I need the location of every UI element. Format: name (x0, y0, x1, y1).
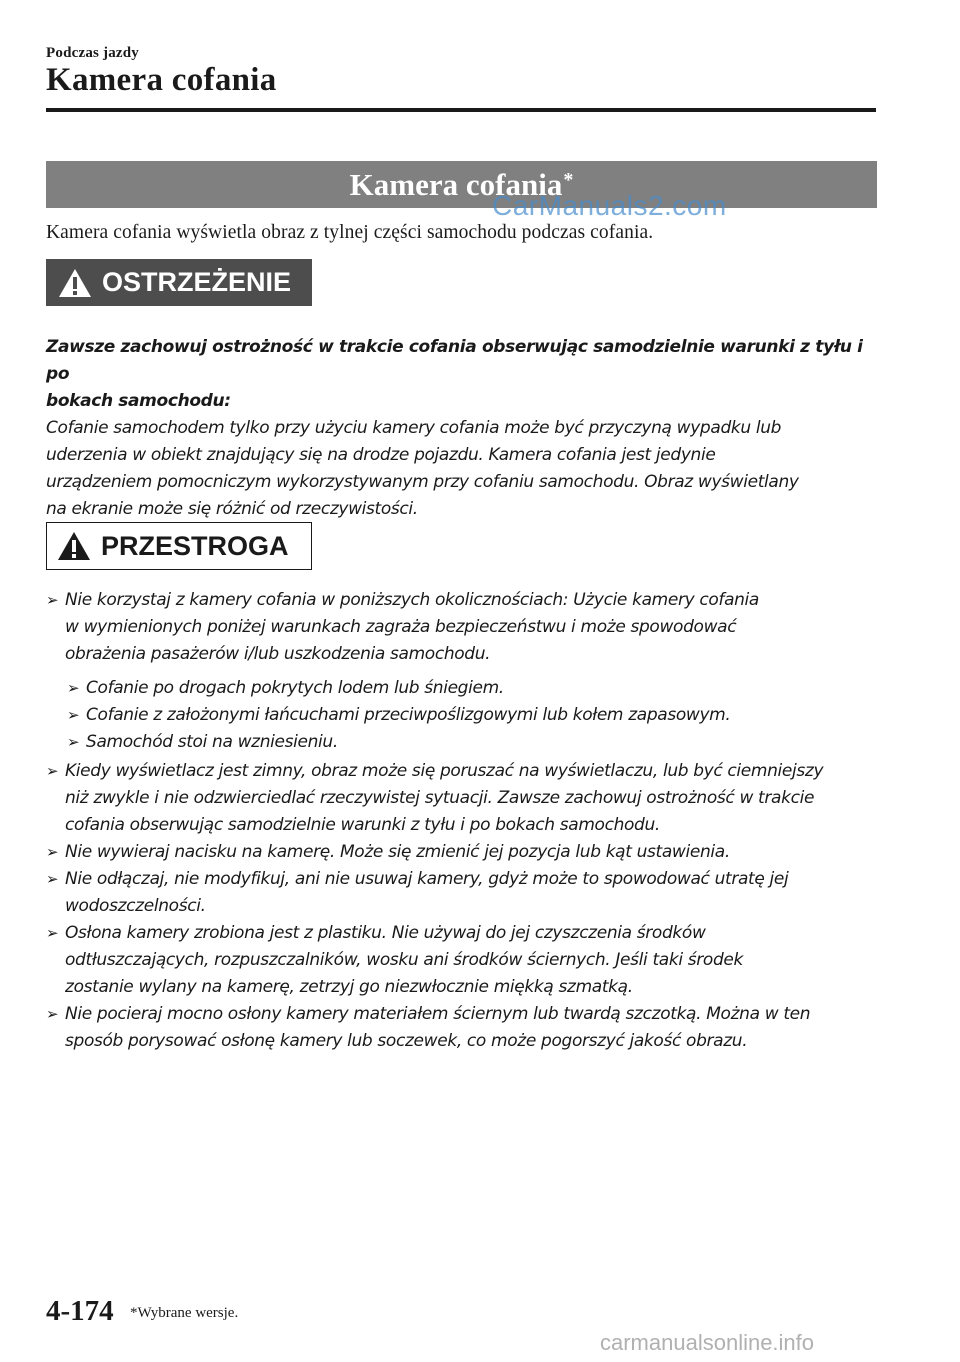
bullet-arrow-icon: ➢ (67, 733, 80, 751)
warning-triangle-icon (58, 268, 92, 298)
running-section-label: Podczas jazdy (46, 45, 140, 61)
bullet-arrow-icon: ➢ (46, 843, 59, 861)
bullet-arrow-icon: ➢ (46, 870, 59, 888)
warning-heading-line: Zawsze zachowuj ostrożność w trakcie cofania obserwując samodzielnie warunki z tyłu i po (46, 337, 863, 384)
caution-subitem-text: Samochód stoi na wzniesieniu. (86, 732, 338, 752)
bullet-arrow-icon: ➢ (46, 1005, 59, 1023)
warning-body-line: Cofanie samochodem tylko przy użyciu kamery cofania może być przyczyną wypadku lub (46, 418, 782, 438)
caution-line: wodoszczelności. (65, 896, 206, 916)
caution-line: zostanie wylany na kamerę, zetrzyj go niezwłocznie miękką szmatką. (65, 977, 633, 997)
watermark-top: CarManuals2.com (492, 190, 727, 221)
bullet-arrow-icon: ➢ (67, 679, 80, 697)
caution-line: Nie korzystaj z kamery cofania w poniższych okolicznościach: Użycie kamery cofania (65, 590, 759, 610)
bullet-arrow-icon: ➢ (67, 706, 80, 724)
footnote-marker: * (563, 169, 574, 191)
caution-item (46, 920, 896, 1001)
section-title-band (46, 161, 877, 208)
caution-line: cofania obserwując samodzielnie warunki z tyłu i po bokach samochodu. (65, 815, 660, 835)
warning-body-line: urządzeniem pomocniczym wykorzystywanym przy cofaniu samochodu. Obraz wyświetlany (46, 472, 799, 492)
bullet-arrow-icon: ➢ (46, 591, 59, 609)
warning-body-line: na ekranie może się różnić od rzeczywistości. (46, 499, 418, 519)
caution-line: sposób porysować osłonę kamery lub soczewek, co może pogorszyć jakość obrazu. (65, 1031, 748, 1051)
warning-heading-line: bokach samochodu: (46, 391, 231, 411)
caution-item (46, 587, 896, 668)
caution-sub-list (46, 675, 896, 756)
caution-item (46, 839, 896, 866)
warning-body-line: uderzenia w obiekt znajdujący się na drodze pojazdu. Kamera cofania jest jedynie (46, 445, 716, 465)
caution-subitem (67, 729, 896, 756)
caution-line: odtłuszczających, rozpuszczalników, wosku ani środków ściernych. Jeśli taki środek (65, 950, 744, 970)
header-rule (46, 108, 876, 112)
footnote: *Wybrane wersje. (130, 1305, 239, 1321)
page-number: 4-174 (46, 1295, 114, 1327)
caution-line: niż zwykle i nie odzwierciedlać rzeczywistej sytuacji. Zawsze zachowuj ostrożność w trakcie (65, 788, 815, 808)
bullet-arrow-icon: ➢ (46, 762, 59, 780)
caution-line: Osłona kamery zrobiona jest z plastiku. Nie używaj do jej czyszczenia środków (65, 923, 706, 943)
caution-line: obrażenia pasażerów i/lub uszkodzenia samochodu. (65, 644, 491, 664)
caution-subitem-text: Cofanie po drogach pokrytych lodem lub śniegiem. (86, 678, 504, 698)
bullet-arrow-icon: ➢ (46, 924, 59, 942)
warning-label: OSTRZEŻENIE (102, 267, 292, 297)
caution-line: w wymienionych poniżej warunkach zagraża bezpieczeństwu i może spowodować (65, 617, 737, 637)
chapter-title: Kamera cofania (46, 62, 277, 98)
caution-subitem (67, 702, 896, 729)
caution-subitem (67, 675, 896, 702)
caution-list (46, 587, 896, 1055)
caution-item (46, 866, 896, 920)
warning-body (46, 334, 886, 523)
caution-label-box (46, 522, 312, 570)
caution-line: Nie pocieraj mocno osłony kamery materiałem ściernym lub twardą szczotką. Można w ten (65, 1004, 811, 1024)
caution-line: Nie odłączaj, nie modyfikuj, ani nie usuwaj kamery, gdyż może to spowodować utratę jej (65, 869, 789, 889)
caution-subitem-text: Cofanie z założonymi łańcuchami przeciwpoślizgowymi lub kołem zapasowym. (86, 705, 731, 725)
section-title: Kamera cofania (349, 166, 563, 202)
caution-line: Nie wywieraj nacisku na kamerę. Może się zmienić jej pozycja lub kąt ustawienia. (65, 842, 730, 862)
caution-triangle-icon (57, 531, 91, 561)
caution-item (46, 1001, 896, 1055)
warning-label-box (46, 259, 312, 306)
intro-paragraph: Kamera cofania wyświetla obraz z tylnej części samochodu podczas cofania. (46, 222, 654, 243)
caution-label: PRZESTROGA (101, 530, 289, 561)
caution-item (46, 758, 896, 839)
watermark-bottom: carmanualsonline.info (600, 1330, 815, 1355)
caution-line: Kiedy wyświetlacz jest zimny, obraz może się poruszać na wyświetlaczu, lub być ciemniejszy (65, 761, 824, 781)
